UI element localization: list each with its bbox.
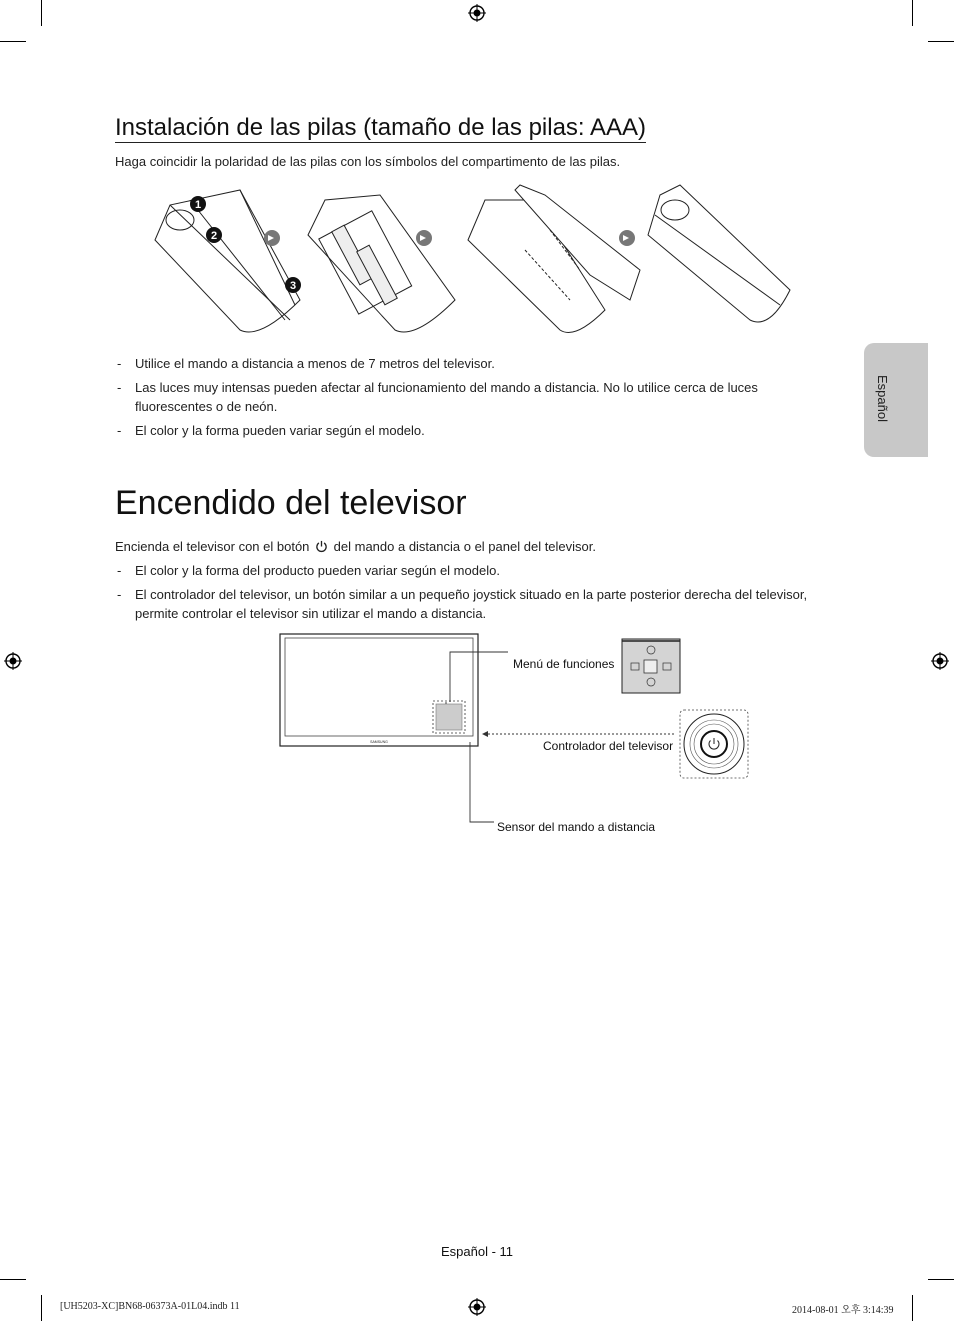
file-slug: [UH5203-XC]BN68-06373A-01L04.indb 11 xyxy=(60,1301,240,1312)
list-item: - El controlador del televisor, un botón similar a un pequeño joystick situado en la parte posterior derecha del televisor, permite controlar el televisor sin utilizar el mando a distancia. xyxy=(117,587,808,621)
language-side-tab xyxy=(864,343,928,457)
list-item: - Las luces muy intensas pueden afectar al funcionamiento del mando a distancia. No lo utilice cerca de luces fluorescentes o de neón. xyxy=(117,380,758,414)
list-item: - El color y la forma pueden variar según el modelo. xyxy=(117,423,425,438)
power-section-title: Encendido del televisor xyxy=(115,484,467,522)
page-number: Español - 11 xyxy=(440,1244,514,1259)
crop-mark xyxy=(0,1279,26,1280)
list-item: - El color y la forma del producto pueden variar según el modelo. xyxy=(117,563,500,578)
step-number: 2 xyxy=(210,230,218,242)
print-timestamp: 2014-08-01 오후 3:14:39 xyxy=(792,1305,894,1316)
crop-mark xyxy=(912,0,913,26)
crop-mark xyxy=(912,1295,913,1321)
function-menu-label: Menú de funciones xyxy=(513,657,615,671)
step-number: 3 xyxy=(289,280,297,292)
battery-section-title: Instalación de las pilas (tamaño de las pilas: AAA) xyxy=(115,114,646,141)
crop-mark xyxy=(41,0,42,26)
battery-installation-illustration xyxy=(150,180,800,335)
tv-brand-logo: SAMSUNG xyxy=(370,740,388,744)
crop-mark xyxy=(928,1279,954,1280)
tv-controller-label: Controlador del televisor xyxy=(543,739,674,753)
crop-mark xyxy=(928,41,954,42)
power-intro: Encienda el televisor con el botón del mando a distancia o el panel del televisor. xyxy=(115,539,596,554)
step-number: 1 xyxy=(194,199,202,211)
battery-intro: Haga coincidir la polaridad de las pilas con los símbolos del compartimento de las pilas. xyxy=(115,154,621,169)
language-side-tab-label: Español xyxy=(875,375,890,422)
registration-mark-icon xyxy=(468,4,486,22)
registration-mark-icon xyxy=(468,1298,486,1316)
registration-mark-icon xyxy=(4,652,22,670)
crop-mark xyxy=(41,1295,42,1321)
remote-sensor-label: Sensor del mando a distancia xyxy=(497,820,656,834)
power-icon xyxy=(315,540,328,553)
registration-mark-icon xyxy=(931,652,949,670)
crop-mark xyxy=(0,41,26,42)
list-item: - Utilice el mando a distancia a menos de 7 metros del televisor. xyxy=(117,356,495,371)
